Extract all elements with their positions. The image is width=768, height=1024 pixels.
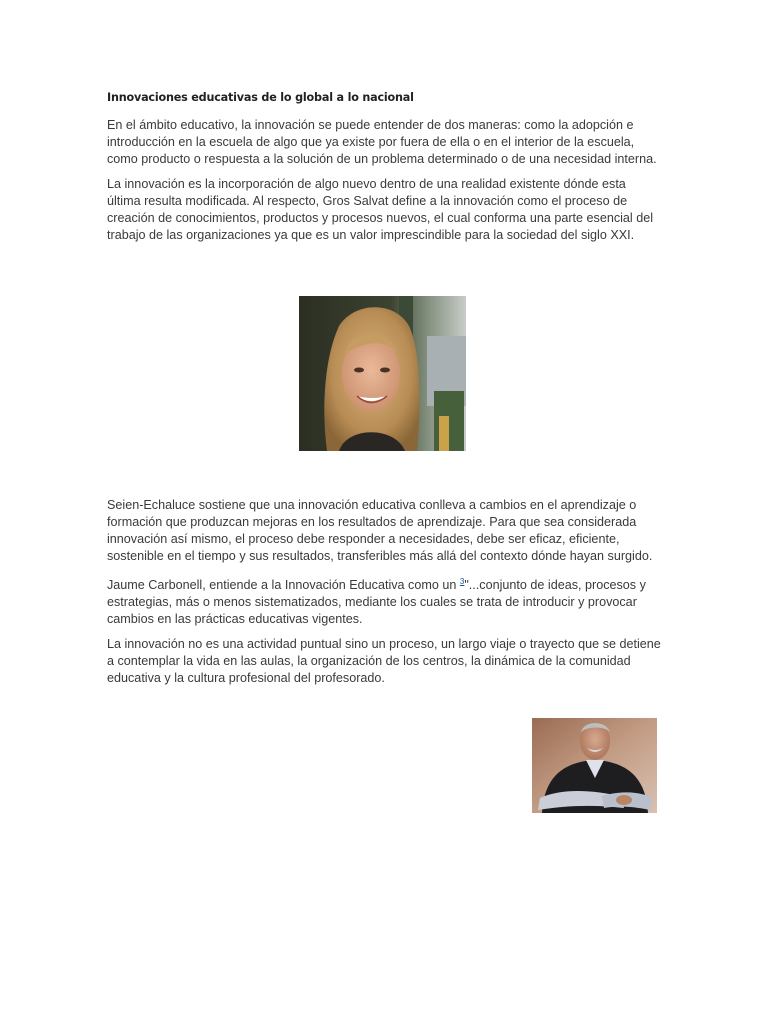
- portrait-man-image: [532, 718, 657, 813]
- paragraph-gros-salvat: La innovación es la incorporación de algo nuevo dentro de una realidad existente dónde esta última resulta modificada. Al respecto, Gros Salvat define a la innovación como el proceso de creación de conocimientos, productos y procesos nuevos, el cual conforma una parte esencial del trabajo de las organizaciones ya que es un valor imprescindible para la sociedad del siglo XXI.: [107, 177, 654, 242]
- document-page: [107, 90, 662, 252]
- portrait-woman-image: [299, 296, 466, 451]
- footnote-link[interactable]: 3: [459, 577, 465, 586]
- paragraph-innovation-definition: En el ámbito educativo, la innovación se puede entender de dos maneras: como la adopción e introducción en la escuela de algo que ya existe por fuera de ella o en el interior de la escuela, como producto o respuesta a la solución de un problema determinado o de una necesidad interna.: [107, 118, 657, 166]
- document-title: Innovaciones educativas de lo global a lo nacional: [107, 91, 414, 104]
- paragraph-jaume-text-before: Jaume Carbonell, entiende a la Innovación Educativa como un: [107, 578, 460, 592]
- paragraph-jaume-text-after: "...conjunto de ideas, procesos y estrategias, más o menos sistematizados, mediante los cuales se trata de introducir y provocar cambios en las prácticas educativas vigentes.: [107, 578, 646, 626]
- paragraph-seien-echaluce: Seien-Echaluce sostiene que una innovación educativa conlleva a cambios en el aprendizaje o formación que produzcan mejoras en los resultados de aprendizaje. Para que sea considerada innovación así mismo, el proceso debe responder a necesidades, debe ser eficaz, eficiente, sostenible en el tiempo y sus resultados, transferibles más allá del contexto dónde hayan surgido.: [107, 498, 653, 563]
- paragraph-innovation-process: La innovación no es una actividad puntual sino un proceso, un largo viaje o trayecto que se detiene a contemplar la vida en las aulas, la organización de los centros, la dinámica de la comunidad educativa y la cultura profesional del profesorado.: [107, 637, 661, 685]
- document-page-lower: [107, 497, 662, 695]
- paragraph-jaume-carbonell: [107, 573, 662, 628]
